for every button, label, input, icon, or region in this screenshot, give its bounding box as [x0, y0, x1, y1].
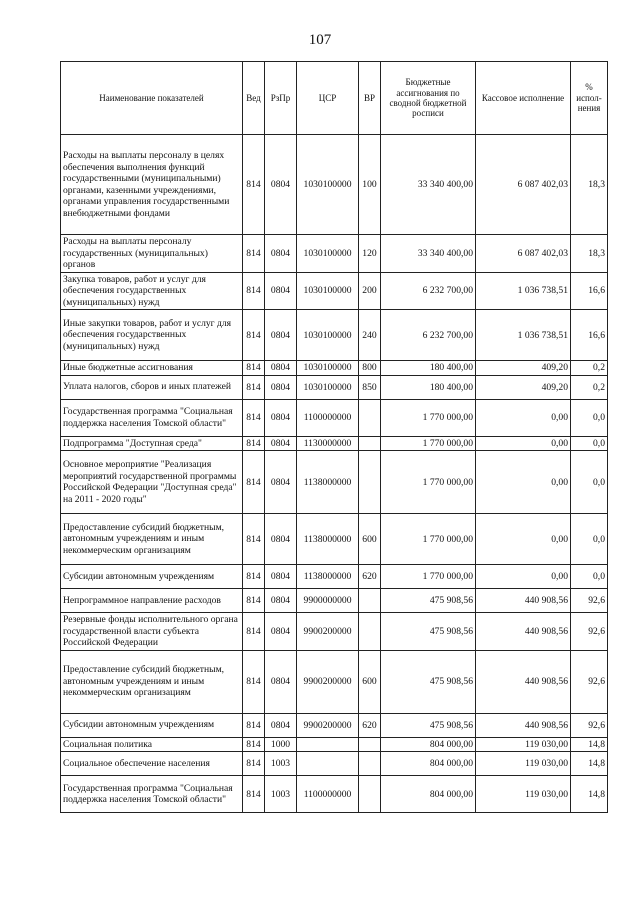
row-ved: 814 [243, 235, 265, 273]
row-ved: 814 [243, 375, 265, 399]
row-cash: 6 087 402,03 [476, 235, 571, 273]
row-vr: 200 [359, 272, 381, 310]
row-budget: 1 770 000,00 [381, 514, 476, 565]
row-ved: 814 [243, 589, 265, 613]
column-header-vr: ВР [359, 62, 381, 135]
row-csr: 1030100000 [297, 310, 359, 361]
budget-execution-table [60, 61, 608, 813]
row-name: Иные закупки товаров, работ и услуг для обеспечения государственных (муниципальных) нужд [61, 310, 243, 361]
row-budget: 475 908,56 [381, 650, 476, 713]
row-ved: 814 [243, 135, 265, 235]
row-budget: 804 000,00 [381, 752, 476, 776]
row-vr [359, 589, 381, 613]
row-rzpr: 1003 [265, 776, 297, 813]
table-row [61, 235, 608, 273]
row-budget: 1 770 000,00 [381, 399, 476, 436]
table-row [61, 613, 608, 651]
row-percent: 16,6 [571, 272, 608, 310]
row-name: Непрограммное направление расходов [61, 589, 243, 613]
row-budget: 804 000,00 [381, 776, 476, 813]
row-cash: 409,20 [476, 361, 571, 376]
row-name: Расходы на выплаты персоналу государственных (муниципальных) органов [61, 235, 243, 273]
row-percent: 0,0 [571, 565, 608, 589]
row-name: Социальная политика [61, 737, 243, 752]
row-rzpr: 0804 [265, 272, 297, 310]
row-vr [359, 613, 381, 651]
row-rzpr: 0804 [265, 436, 297, 451]
row-cash: 440 908,56 [476, 650, 571, 713]
row-budget: 1 770 000,00 [381, 451, 476, 514]
row-csr: 9900200000 [297, 613, 359, 651]
row-vr: 120 [359, 235, 381, 273]
row-ved: 814 [243, 650, 265, 713]
row-name: Государственная программа "Социальная поддержка населения Томской области" [61, 399, 243, 436]
row-name: Подпрограмма "Доступная среда" [61, 436, 243, 451]
row-name: Резервные фонды исполнительного органа государственной власти субъекта Российской Федерации [61, 613, 243, 651]
row-rzpr: 0804 [265, 399, 297, 436]
row-ved: 814 [243, 752, 265, 776]
row-csr: 1138000000 [297, 514, 359, 565]
table-header-row [61, 62, 608, 135]
row-vr: 850 [359, 375, 381, 399]
table-row [61, 135, 608, 235]
row-vr: 240 [359, 310, 381, 361]
row-budget: 475 908,56 [381, 713, 476, 737]
row-percent: 14,8 [571, 752, 608, 776]
row-cash: 440 908,56 [476, 713, 571, 737]
row-ved: 814 [243, 272, 265, 310]
row-budget: 180 400,00 [381, 361, 476, 376]
row-cash: 440 908,56 [476, 589, 571, 613]
row-percent: 14,8 [571, 737, 608, 752]
row-percent: 92,6 [571, 589, 608, 613]
row-rzpr: 0804 [265, 135, 297, 235]
row-csr: 1030100000 [297, 361, 359, 376]
row-vr [359, 436, 381, 451]
row-ved: 814 [243, 436, 265, 451]
table-row [61, 514, 608, 565]
table-row [61, 361, 608, 376]
row-ved: 814 [243, 514, 265, 565]
row-ved: 814 [243, 713, 265, 737]
row-budget: 475 908,56 [381, 613, 476, 651]
row-rzpr: 0804 [265, 589, 297, 613]
row-cash: 119 030,00 [476, 737, 571, 752]
column-header-csr: ЦСР [297, 62, 359, 135]
row-percent: 92,6 [571, 650, 608, 713]
row-rzpr: 0804 [265, 514, 297, 565]
row-percent: 14,8 [571, 776, 608, 813]
row-name: Социальное обеспечение населения [61, 752, 243, 776]
row-vr: 100 [359, 135, 381, 235]
table-row [61, 650, 608, 713]
row-cash: 0,00 [476, 399, 571, 436]
row-ved: 814 [243, 451, 265, 514]
row-percent: 92,6 [571, 713, 608, 737]
row-cash: 440 908,56 [476, 613, 571, 651]
row-ved: 814 [243, 737, 265, 752]
row-vr: 800 [359, 361, 381, 376]
row-csr: 1030100000 [297, 375, 359, 399]
row-csr: 1030100000 [297, 135, 359, 235]
row-ved: 814 [243, 361, 265, 376]
column-header-percent: % испол-нения [571, 62, 608, 135]
row-budget: 1 770 000,00 [381, 565, 476, 589]
row-name: Уплата налогов, сборов и иных платежей [61, 375, 243, 399]
row-ved: 814 [243, 310, 265, 361]
row-cash: 0,00 [476, 565, 571, 589]
row-csr [297, 752, 359, 776]
row-percent: 0,2 [571, 375, 608, 399]
table-row [61, 399, 608, 436]
table-row [61, 436, 608, 451]
table-row [61, 752, 608, 776]
row-csr: 1138000000 [297, 451, 359, 514]
row-budget: 33 340 400,00 [381, 135, 476, 235]
row-cash: 119 030,00 [476, 776, 571, 813]
row-vr [359, 776, 381, 813]
table-row [61, 589, 608, 613]
row-percent: 0,2 [571, 361, 608, 376]
row-name: Иные бюджетные ассигнования [61, 361, 243, 376]
row-percent: 0,0 [571, 399, 608, 436]
row-rzpr: 0804 [265, 375, 297, 399]
row-cash: 1 036 738,51 [476, 272, 571, 310]
row-rzpr: 0804 [265, 713, 297, 737]
table-row [61, 713, 608, 737]
table-row [61, 272, 608, 310]
row-percent: 0,0 [571, 436, 608, 451]
row-cash: 0,00 [476, 451, 571, 514]
column-header-rzpr: РзПр [265, 62, 297, 135]
row-csr: 1138000000 [297, 565, 359, 589]
row-name: Государственная программа "Социальная поддержка населения Томской области" [61, 776, 243, 813]
row-ved: 814 [243, 613, 265, 651]
row-vr [359, 737, 381, 752]
row-vr: 600 [359, 514, 381, 565]
row-percent: 18,3 [571, 135, 608, 235]
row-budget: 804 000,00 [381, 737, 476, 752]
row-percent: 18,3 [571, 235, 608, 273]
row-budget: 1 770 000,00 [381, 436, 476, 451]
row-name: Субсидии автономным учреждениям [61, 713, 243, 737]
row-percent: 16,6 [571, 310, 608, 361]
table-row [61, 375, 608, 399]
table-row [61, 565, 608, 589]
row-percent: 0,0 [571, 514, 608, 565]
row-percent: 92,6 [571, 613, 608, 651]
row-budget: 6 232 700,00 [381, 310, 476, 361]
row-cash: 1 036 738,51 [476, 310, 571, 361]
row-budget: 475 908,56 [381, 589, 476, 613]
row-csr [297, 737, 359, 752]
row-cash: 409,20 [476, 375, 571, 399]
column-header-ved: Вед [243, 62, 265, 135]
row-name: Закупка товаров, работ и услуг для обеспечения государственных (муниципальных) нужд [61, 272, 243, 310]
row-cash: 6 087 402,03 [476, 135, 571, 235]
row-vr: 620 [359, 713, 381, 737]
row-ved: 814 [243, 399, 265, 436]
row-name: Предоставление субсидий бюджетным, автономным учреждениям и иным некоммерческим организациям [61, 650, 243, 713]
row-percent: 0,0 [571, 451, 608, 514]
row-name: Субсидии автономным учреждениям [61, 565, 243, 589]
page-number: 107 [308, 32, 332, 48]
row-rzpr: 0804 [265, 451, 297, 514]
row-ved: 814 [243, 565, 265, 589]
row-cash: 0,00 [476, 514, 571, 565]
row-budget: 6 232 700,00 [381, 272, 476, 310]
row-name: Основное мероприятие "Реализация мероприятий государственной программы Российской Федерации "Доступная среда" на 2011 - 2020 годы" [61, 451, 243, 514]
table-row [61, 310, 608, 361]
row-rzpr: 0804 [265, 613, 297, 651]
row-csr: 9900000000 [297, 589, 359, 613]
row-name: Расходы на выплаты персоналу в целях обеспечения выполнения функций государственными (муниципальными) органами, казенными учреждениями, органами управления государственными внебюджетными фондами [61, 135, 243, 235]
row-vr [359, 399, 381, 436]
row-cash: 119 030,00 [476, 752, 571, 776]
row-csr: 1030100000 [297, 235, 359, 273]
row-rzpr: 0804 [265, 235, 297, 273]
column-header-name: Наименование показателей [61, 62, 243, 135]
row-name: Предоставление субсидий бюджетным, автономным учреждениям и иным некоммерческим организациям [61, 514, 243, 565]
row-csr: 1100000000 [297, 399, 359, 436]
row-budget: 180 400,00 [381, 375, 476, 399]
row-csr: 1030100000 [297, 272, 359, 310]
row-rzpr: 0804 [265, 565, 297, 589]
row-rzpr: 0804 [265, 310, 297, 361]
row-vr: 600 [359, 650, 381, 713]
row-rzpr: 0804 [265, 361, 297, 376]
row-rzpr: 1003 [265, 752, 297, 776]
row-csr: 1130000000 [297, 436, 359, 451]
table-row [61, 737, 608, 752]
table-row [61, 776, 608, 813]
row-csr: 9900200000 [297, 650, 359, 713]
column-header-budget: Бюджетные ассигнования по сводной бюджетной росписи [381, 62, 476, 135]
row-rzpr: 0804 [265, 650, 297, 713]
row-ved: 814 [243, 776, 265, 813]
row-budget: 33 340 400,00 [381, 235, 476, 273]
row-vr [359, 752, 381, 776]
row-rzpr: 1000 [265, 737, 297, 752]
column-header-cash: Кассовое исполнение [476, 62, 571, 135]
row-csr: 9900200000 [297, 713, 359, 737]
table-row [61, 451, 608, 514]
row-vr [359, 451, 381, 514]
row-cash: 0,00 [476, 436, 571, 451]
row-csr: 1100000000 [297, 776, 359, 813]
row-vr: 620 [359, 565, 381, 589]
